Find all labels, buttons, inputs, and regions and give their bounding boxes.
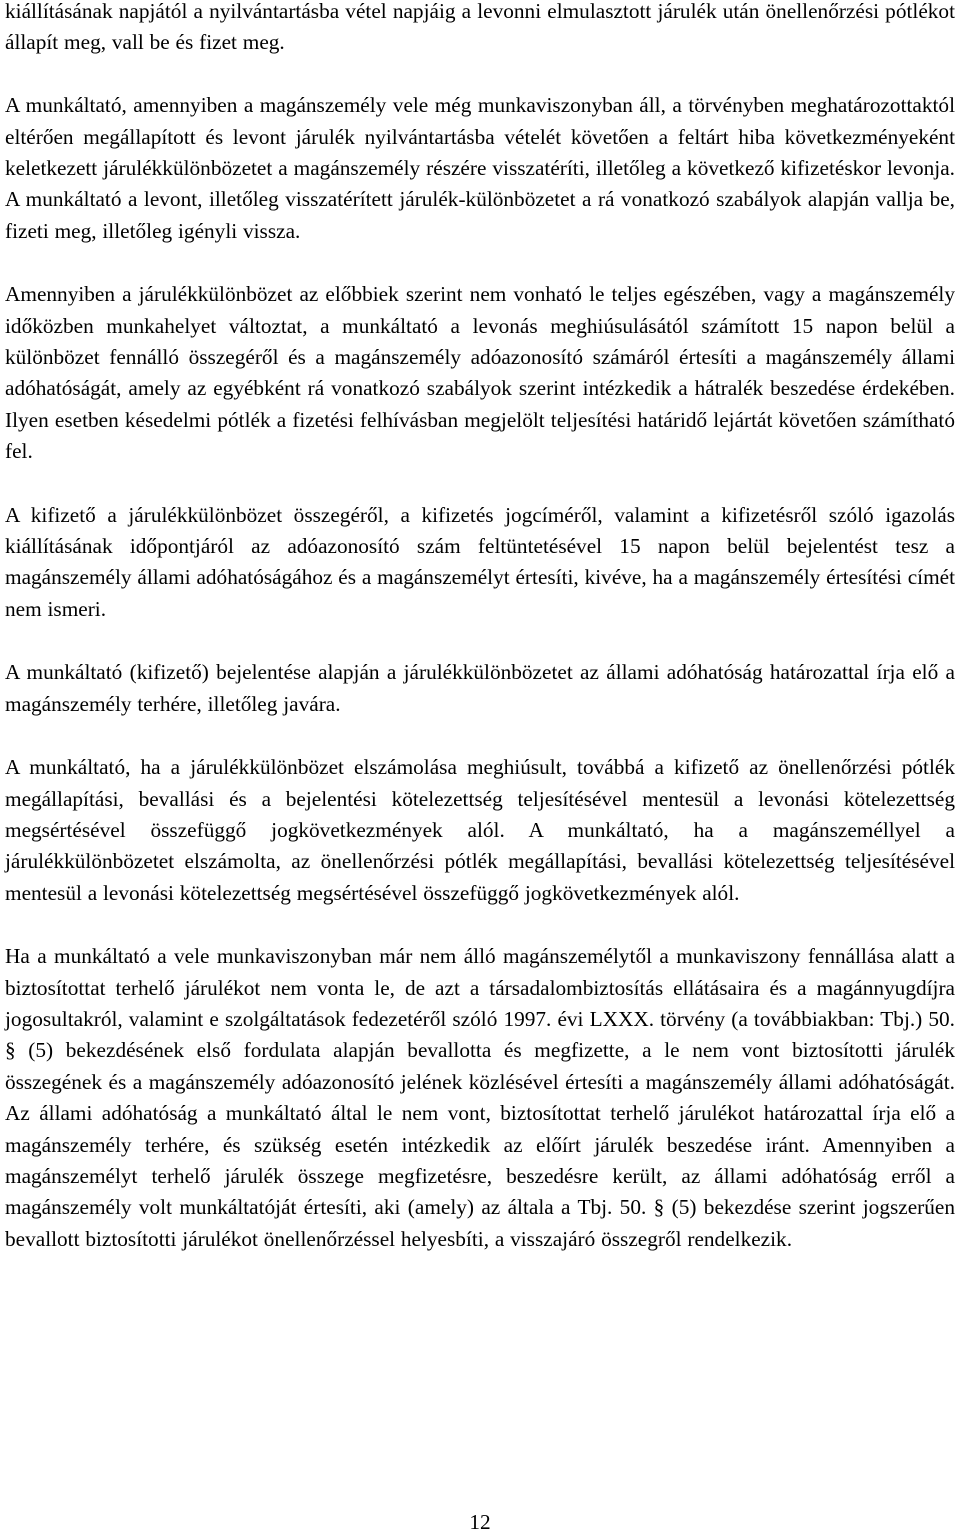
paragraph-authority-resolution: A munkáltató (kifizető) bejelentése alapján a járulékkülönbözetet az állami adóhatóság határozattal írja elő a magánszemély terhére, illetőleg javára.: [5, 660, 955, 716]
paragraph-former-employee: Ha a munkáltató a vele munkaviszonyban már nem álló magánszemélytől a munkaviszony fennállása alatt a biztosítottat terhelő járulékot nem vonta le, de azt a társadalombiztosítás ellátásaira és a magánnyugdíjra jogosultakról, valamint e szolgáltatások fedezetéről szóló 1997. évi LXXX. törvény (a továbbiakban: Tbj.) 50. § (5) bekezdésének első fordulata alapján bevallotta és megfizette, a le nem vont biztosítotti járulék összegének és a magánszemély adóazonosító jelének közlésével értesíti a magánszemély állami adóhatóságát. Az állami adóhatóság a munkáltató által le nem vont, biztosítottat terhelő járulékot határozattal írja elő a magánszemély terhére, és szükség esetén intézkedik az előírt járulék beszedése iránt. Amennyiben a magánszemélyt terhelő járulék összege megfizetésre, beszedésre került, az állami adóhatóság erről a magánszemély volt munkáltatóját értesíti, aki (amely) az általa a Tbj. 50. § (5) bekezdése szerint jogszerűen bevallott biztosítotti járulékot önellenőrzéssel helyesbíti, a visszajáró összegről rendelkezik.: [5, 944, 955, 1251]
paragraph-difference-notice: Amennyiben a járulékkülönbözet az előbbiek szerint nem vonható le teljes egészében, vagy a magánszemély időközben munkahelyet változtat, a munkáltató a levonás meghiúsulásától számított 15 napon belül a különbözet fennálló összegéről és a magánszemély adóazonosító számáról értesíti a magánszemély állami adóhatóságát, amely az egyébként rá vonatkozó szabályok szerint intézkedik a hátralék beszedése érdekében. Ilyen esetben késedelmi pótlék a fizetési felhívásban megjelölt teljesítési határidő lejártát követően számítható fel.: [5, 282, 955, 464]
paragraph-refund: A munkáltató, amennyiben a magánszemély vele még munkaviszonyban áll, a törvényben meghatározottaktól eltérően megállapított és levont járulék nyilvántartásba vételét követően a feltárt hiba következményeként keletkezett járulékkülönbözetet a magánszemély részére visszatéríti, illetőleg a következő kifizetéskor levonja. A munkáltató a levont, illetőleg visszatérített járulék-különbözetet a rá vonatkozó szabályok alapján vallja be, fizeti meg, illetőleg igényli vissza.: [5, 93, 955, 243]
paragraph-continuation: kiállításának napjától a nyilvántartásba vétel napjáig a levonni elmulasztott járulék után önellenőrzési pótlékot állapít meg, vall be és fizet meg.: [5, 0, 955, 55]
paragraph-payer-report: A kifizető a járulékkülönbözet összegéről, a kifizetés jogcíméről, valamint a kifizetésről szóló igazolás kiállításának időpontjáról az adóazonosító szám feltüntetésével 15 napon belül bejelentést tesz a magánszemély állami adóhatóságához és a magánszemélyt értesíti, kivéve, ha a magánszemély értesítési címét nem ismeri.: [5, 502, 955, 621]
document-page: [5, 0, 955, 1287]
page-number: 12: [469, 1510, 491, 1534]
paragraph-exemption: A munkáltató, ha a járulékkülönbözet elszámolása meghiúsult, továbbá a kifizető az önellenőrzési pótlék megállapítási, bevallási és a bejelentési kötelezettség teljesítésével mentesül a levonási kötelezettség megsértésével összefüggő jogkövetkezmények alól. A munkáltató, ha a magánszeméllyel a járulékkülönbözetet elszámolta, az önellenőrzési pótlék megállapítási, bevallási kötelezettség teljesítésével mentesül a levonási kötelezettség megsértésével összefüggő jogkövetkezmények alól.: [5, 755, 955, 905]
